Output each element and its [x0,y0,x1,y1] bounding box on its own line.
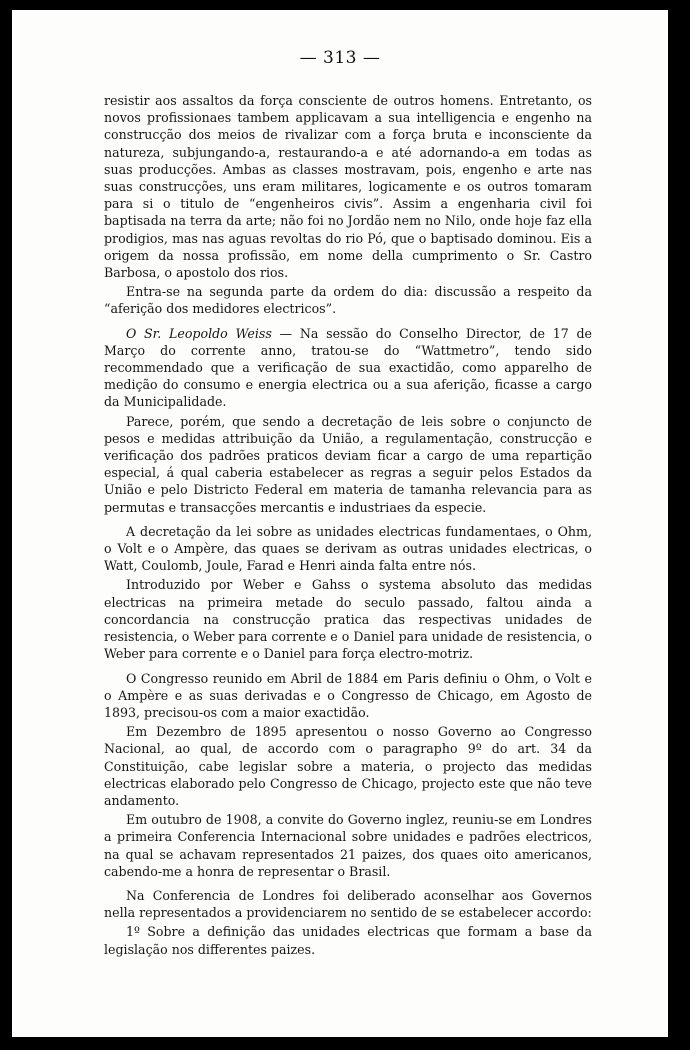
paragraph-5: A decretação da lei sobre as unidades electricas fundamentaes, o Ohm, o Volt e o Ampère, das quaes se derivam as outras unidades electricas, o Watt, Coulomb, Joule, Farad e Henri ainda falta entre nós. [104,523,592,574]
body-text [104,92,592,965]
speaker-name: O Sr. Leopoldo Weiss — [126,325,293,341]
paragraph-7: O Congresso reunido em Abril de 1884 em Paris definiu o Ohm, o Volt e o Ampère e as suas derivadas e o Congresso de Chicago, em Agosto de 1893, precisou-os com a maior exactidão. [104,670,592,720]
paragraph-3 [104,325,592,411]
paragraph-2: Entra-se na segunda parte da ordem do dia: discussão a respeito da “aferição dos medidores electricos”. [104,284,592,317]
page-number: — 313 — [299,48,381,68]
paragraph-10: Na Conferencia de Londres foi deliberado aconselhar aos Governos nella representados a providenciarem no sentido de se estabelecer accordo: [104,887,592,921]
document-page [12,10,668,1037]
paragraph-9: Em outubro de 1908, a convite do Governo inglez, reuniu-se em Londres a primeira Conferencia Internacional sobre unidades e padrões electricos, na qual se achavam representados 21 paizes, dos quaes oito americanos, cabendo-me a honra de representar o Brasil. [104,812,592,879]
paragraph-6: Introduzido por Weber e Gahss o systema absoluto das medidas electricas na primeira metade do seculo passado, faltou ainda a concordancia na construcção pratica das respectivas unidades de resistencia, o Weber para corrente e o Daniel para unidade de resistencia, o Weber para corrente e o Daniel para força electro-motriz. [104,577,592,662]
paragraph-1: resistir aos assaltos da força consciente de outros homens. Entretanto, os novos profissionaes tambem applicavam a sua intelligencia e engenho na construcção dos meios de rivalizar com a força bruta e inconsciente da natureza, subjungando-a, restaurando-a e até adornando-a em todas as suas producções. Ambas as classes mostravam, pois, engenho e arte nas suas construcções, uns eram militares, logicamente e os outros tomaram para si o titulo de “engenheiros civis”. Assim a engenharia civil foi baptisada na terra da arte; não foi no Jordão nem no Nilo, onde hoje faz ella prodigios, mas nas aguas revoltas do rio Pó, que o baptisado dominou. Eis a origem da nossa profissão, em nome della cumprimento o Sr. Castro Barbosa, o apostolo dos rios. [104,93,592,281]
paragraph-4: Parece, porém, que sendo a decretação de leis sobre o conjuncto de pesos e medidas attribuição da União, a regulamentação, construcção e verificação dos padrões praticos deviam ficar a cargo de uma repartição especial, á qual caberia estabelecer as regras a seguir pelos Estados da União e pelo Districto Federal em materia de tamanha relevancia para as permutas e transacções mercantis e industriaes da especie. [104,413,592,515]
paragraph-3-text: Na sessão do Conselho Director, de 17 de Março do corrente anno, tratou-se do “Wattmetro”, tendo sido recommendado que a verificação de sua exactidão, como apparelho de medição do consumo e energia electrica ou a sua aferição, ficasse a cargo da Municipalidade. [104,325,592,410]
paragraph-8: Em Dezembro de 1895 apresentou o nosso Governo ao Congresso Nacional, ao qual, de accordo com o paragrapho 9º do art. 34 da Constituição, cabe legislar sobre a materia, o projecto das medidas electricas elaborado pelo Congresso de Chicago, projecto este que não teve andamento. [104,724,592,808]
paragraph-11: 1º Sobre a definição das unidades electricas que formam a base da legislação nos differentes paizes. [104,924,592,957]
